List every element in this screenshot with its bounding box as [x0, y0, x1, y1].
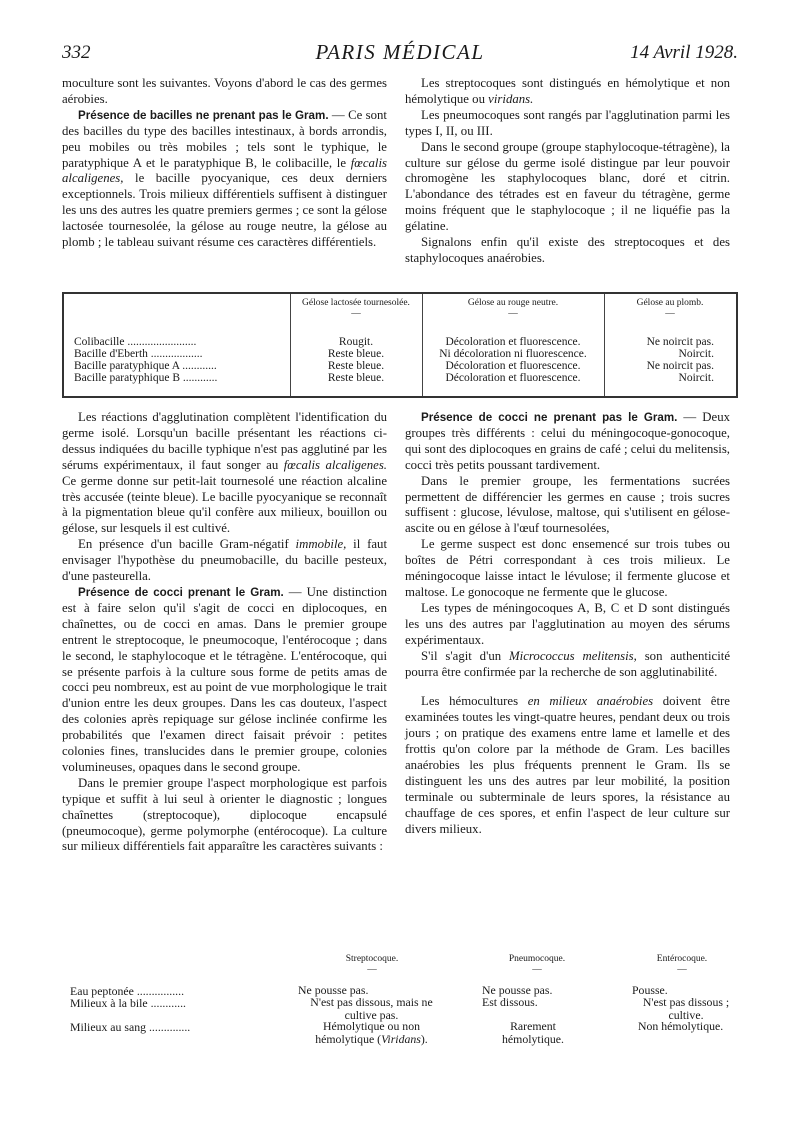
header-label: Gélose au rouge neutre. — [467, 298, 559, 308]
label-text: Milieux au sang — [70, 1020, 147, 1034]
paragraph — [62, 537, 387, 585]
text-run: le bacille pyocyanique, ces deux derniers exceptionnels. Trois milieux différentiels suffisent à distinguer les uns des autres les quatre premiers germes ; ce sont la gélose lactosée tournesolée, la gélose au rouge neutre, la gélose au plomb ; le tableau suivant résume ces caractères différentiels. — [62, 171, 387, 250]
issue-date: 14 Avril 1928. — [630, 42, 738, 63]
header-label: Entérocoque. — [656, 954, 708, 964]
header-label: Gélose lactosée tournesolée. — [302, 298, 410, 308]
table-cell: Décoloration et fluorescence. — [445, 336, 581, 348]
header-dash: — — [367, 965, 377, 975]
label-text: Colibacille — [74, 336, 125, 348]
label-text: Bacille paratyphique B — [74, 372, 181, 384]
column-bottom-left — [62, 410, 387, 855]
italic-text: Micrococcus melitensis, — [509, 648, 637, 663]
table-cell: Rougit. — [338, 336, 374, 348]
text-run: En présence d'un bacille Gram-négatif — [78, 537, 296, 552]
row-label — [74, 372, 217, 384]
header-dash: — — [508, 309, 518, 319]
header-label: Gélose au plomb. — [636, 298, 704, 308]
label-text: Milieux à la bile — [70, 996, 148, 1010]
leader-dots: .................. — [150, 348, 203, 360]
leader-dots: ............ — [182, 360, 217, 372]
header-dash: — — [677, 965, 687, 975]
table-cell: Ne pousse pas. — [482, 983, 553, 997]
text-run: S'il s'agit d'un — [421, 648, 510, 663]
italic-text: fœcalis alcaligenes, — [62, 155, 387, 186]
italic-text: fœcalis alcaligenes. — [283, 457, 387, 472]
paragraph: Le germe suspect est donc ensemencé sur trois tubes ou boîtes de Pétri correspondant à ces trois milieux. Le méningocoque laisse intact le lévulose; il fermente glucose et maltose. Le gonocoque ne fermente que le glucose. — [405, 537, 730, 599]
text-run: Hémolytique ou non hémolytique ( — [315, 1019, 420, 1046]
column-header — [622, 954, 742, 976]
paragraph: Dans le premier groupe l'aspect morphologique est parfois typique et suffit à lui seul à orienter le diagnostic ; longues chaînettes (streptocoque), diplocoque encapsulé (pneumocoque), germe polymorphe (entérocoque). La culture sur milieux différentiels fait apparaître les caractères suivants : — [62, 775, 387, 854]
text-run: Ce germe donne sur petit-lait tournesolé une réaction alcaline très accusée (teinte bleue). Le bacille pyocyanique se reconnaît à la pigmentation bleue qu'il confère aux milieux, bouillon ou gélose, sur lesquels il est cultivé. — [62, 473, 387, 536]
cocci-culture-table — [62, 950, 742, 1060]
paragraph — [405, 649, 730, 681]
table-cell: Ne noircit pas. — [646, 360, 714, 372]
header-dash: — — [532, 965, 542, 975]
table-cell — [294, 1020, 449, 1046]
table-cell: Reste bleue. — [327, 372, 385, 384]
row-label — [74, 360, 217, 372]
leader-dots: ................ — [136, 984, 185, 998]
header-label: Streptocoque. — [345, 954, 399, 964]
table-cell: Non hémolytique. — [638, 1019, 724, 1033]
column-header — [604, 298, 736, 320]
text-run: il faut envisager l'hypothèse du pneumobacille, du bacille pesteux, d'une pasteurella. — [62, 537, 387, 584]
table-cell: N'est pas dissous, mais ne cultive pas. — [310, 995, 433, 1022]
table-cell: Reste bleue. — [327, 360, 385, 372]
table-cell: Ne noircit pas. — [646, 336, 714, 348]
table-cell: Ni décoloration ni fluorescence. — [439, 348, 587, 360]
bacilli-differential-table — [62, 292, 738, 398]
italic-text: immobile, — [295, 537, 347, 552]
leader-dots: ............ — [150, 996, 186, 1010]
row-label — [74, 336, 196, 348]
leader-dots: .............. — [148, 1020, 191, 1034]
page-header — [62, 40, 738, 66]
row-label — [70, 1020, 190, 1035]
paragraph: Dans le second groupe (groupe staphylocoque-tétragène), la culture sur gélose du germe isolé distingue par leur pouvoir chromogène les staphylocoques blanc, doré et citrin. L'abondance des tétrades est en faveur du tétragène, germe moins fréquent que le staphylocoque ; il ne liquéfie pas la gélatine. — [405, 139, 730, 234]
column-bottom-right — [405, 410, 730, 838]
row-label — [74, 348, 203, 360]
paragraph — [405, 410, 730, 474]
paragraph: Les pneumocoques sont rangés par l'agglutination parmi les types I, II, ou III. — [405, 107, 730, 138]
text-run: Les streptocoques sont distingués en hémolytique et non hémolytique ou — [405, 76, 730, 106]
column-top-left — [62, 76, 387, 251]
column-header — [290, 298, 422, 320]
paragraph: Signalons enfin qu'il existe des streptocoques et des staphylocoques anaérobies. — [405, 235, 730, 265]
paragraph: Dans le premier groupe, les fermentations sucrées permettent de différencier les germes en cause ; trois sucres suffisent : glucose, lévulose, maltose, qui s'utilisent en gélose-ascite ou en gélose à l'œuf tournesolées, — [405, 473, 730, 536]
paragraph — [62, 410, 387, 537]
paragraph: moculture sont les suivantes. Voyons d'abord le cas des germes aérobies. — [62, 76, 387, 106]
table-cell: Noircit. — [678, 348, 714, 360]
paragraph — [62, 108, 387, 251]
header-dash: — — [665, 309, 675, 319]
table-cell: Décoloration et fluorescence. — [445, 372, 581, 384]
header-dash: — — [351, 309, 361, 319]
journal-title: PARIS MÉDICAL — [315, 40, 485, 64]
text-run: ). — [420, 1031, 428, 1046]
paragraph — [62, 585, 387, 776]
column-top-right — [405, 76, 730, 267]
text-run: — Une distinction est à faire selon qu'il s'agit de cocci en diplocoques, en chaînettes, ou de cocci en amas. Dans le premier groupe entrent le streptocoque, le pneumocoque, l'entérocoque ; dans le second, le staphylocoque et le tétragène. L'entérocoque, qui se présente parfois à la culture sous forme de petits amas de cocci peu nombreux, est au point de vue morphologique le trait d'union entre les deux groupes. Dans les cas douteux, l'aspect des colonies après repiquage sur gélose inclinée confirme les probabilités que l'examen direct faisait prévoir : petites colonies fines, translucides dans le premier groupe, colonies volumineuses, opaques dans le second groupe. — [62, 584, 387, 774]
section-heading: Présence de cocci prenant le Gram. — [78, 585, 284, 599]
table-cell: Est dissous. — [482, 995, 538, 1009]
text-run: son authenticité pourra être confirmée par la recherche de son agglutinabilité. — [405, 648, 730, 679]
column-header — [472, 954, 602, 976]
text-run: doivent être examinées toutes les vingt-quatre heures, pendant deux ou trois jours ; on pratique des examens entre lame et lamelle et des frottis qu'on colore par la méthode de Gram. Les bacilles anaérobies les plus fréquents prennent le Gram. Ils se distinguent les uns des autres par leur mobilité, la position terminale ou subterminale de leurs spores, la résistance au chauffage de ces spores, et enfin l'aspect de leur culture sur divers milieux. — [405, 694, 730, 836]
label-text: Eau peptonée — [70, 984, 134, 998]
table-cell: Ne pousse pas. — [298, 983, 369, 997]
table-cell: Décoloration et fluorescence. — [445, 360, 581, 372]
text-run: Les hémocultures — [421, 694, 528, 709]
table-cell: Noircit. — [678, 372, 714, 384]
leader-dots: ............ — [182, 372, 218, 384]
section-heading: Présence de cocci ne prenant pas le Gram. — [421, 411, 678, 424]
leader-dots: ........................ — [127, 336, 197, 348]
table-cell: N'est pas dissous ; cultive. — [642, 995, 730, 1022]
row-label — [70, 996, 186, 1011]
paragraph — [405, 76, 730, 108]
page-number: 332 — [62, 42, 91, 63]
header-label: Pneumocoque. — [508, 954, 566, 964]
italic-text: en milieux anaérobies — [527, 694, 654, 709]
paragraph: Les types de méningocoques A, B, C et D sont distingués les uns des autres par l'agglutination au moyen des sérums expérimentaux. — [405, 600, 730, 647]
text-run: — Deux groupes très différents : celui du méningocoque-gonocoque, qui sont des diplocoques en grains de café ; celui du melitensis, cocci très petits poussant tardivement. — [405, 410, 730, 472]
column-header — [422, 298, 604, 320]
table-cell: Pousse. — [632, 983, 668, 997]
paragraph — [405, 694, 730, 837]
table-cell: Rarement hémolytique. — [502, 1019, 564, 1046]
label-text: Bacille d'Eberth — [74, 348, 148, 360]
column-header — [292, 954, 452, 976]
table-cell: Reste bleue. — [327, 348, 385, 360]
section-heading: Présence de bacilles ne prenant pas le Gram. — [78, 108, 329, 122]
label-text: Bacille paratyphique A — [74, 360, 180, 372]
italic-text: Viridans — [381, 1031, 421, 1046]
italic-text: viridans. — [488, 91, 534, 106]
text-run: Les réactions d'agglutination complètent l'identification du germe isolé. Lorsqu'un bacille présentant les réactions ci-dessus indiquées du bacille typhique n'est pas agglutiné par les sérums expérimentaux, il faut songer au — [62, 410, 387, 472]
text-run: — Ce sont des bacilles du type des bacilles intestinaux, à bords arrondis, peu mobiles ou très mobiles ; tels sont le typhique, le paratyphique A et le paratyphique B, le colibacille, le — [62, 107, 387, 170]
